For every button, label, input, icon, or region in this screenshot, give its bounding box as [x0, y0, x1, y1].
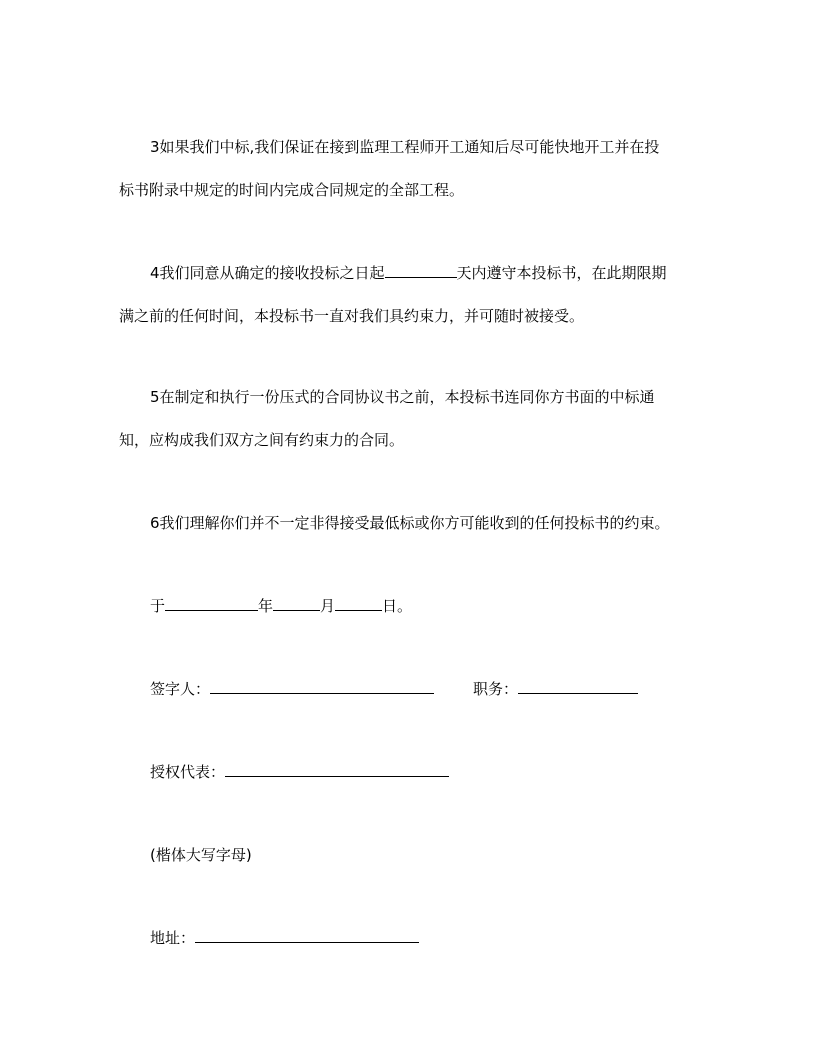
- month-label: 月: [320, 597, 336, 615]
- paragraph-5-line-2: 知，应构成我们双方之间有约束力的合同。: [119, 431, 405, 449]
- paragraph-4-line-2: 满之前的任何时间，本投标书一直对我们具约束力，并可随时被接受。: [119, 307, 585, 325]
- paragraph-4-line-1: [150, 263, 667, 283]
- paragraph-3-line-1: 3如果我们中标,我们保证在接到监理工程师开工通知后尽可能快地开工并在投: [150, 138, 660, 156]
- authorized-rep-blank: [225, 762, 449, 777]
- month-blank: [273, 596, 320, 611]
- signer-label: 签字人：: [150, 680, 211, 698]
- address-blank: [195, 928, 419, 943]
- year-label: 年: [258, 597, 274, 615]
- day-label: 日。: [382, 597, 413, 615]
- days-blank: [385, 263, 457, 278]
- block-letters-note: (楷体大写字母): [150, 846, 252, 864]
- date-line: [150, 596, 412, 616]
- signer-blank: [210, 679, 434, 694]
- position-label: 职务：: [473, 680, 519, 698]
- year-blank: [165, 596, 258, 611]
- address-label: 地址：: [150, 929, 196, 947]
- signer-line: [150, 679, 434, 699]
- paragraph-6-line-1: 6我们理解你们并不一定非得接受最低标或你方可能收到的任何投标书的约束。: [150, 514, 670, 532]
- address-line: [150, 928, 419, 948]
- authorized-rep-label: 授权代表：: [150, 763, 226, 781]
- paragraph-5-line-1: 5在制定和执行一份压式的合同协议书之前，本投标书连同你方书面的中标通: [150, 388, 655, 406]
- paragraph-3-line-2: 标书附录中规定的时间内完成合同规定的全部工程。: [119, 181, 465, 199]
- position-line: [473, 679, 638, 699]
- day-blank: [335, 596, 382, 611]
- paragraph-4-text-after-blank: 天内遵守本投标书，在此期限期: [456, 264, 667, 282]
- authorized-rep-line: [150, 762, 449, 782]
- position-blank: [518, 679, 638, 694]
- paragraph-4-text-before-blank: 4我们同意从确定的接收投标之日起: [150, 264, 385, 282]
- date-prefix: 于: [150, 597, 166, 615]
